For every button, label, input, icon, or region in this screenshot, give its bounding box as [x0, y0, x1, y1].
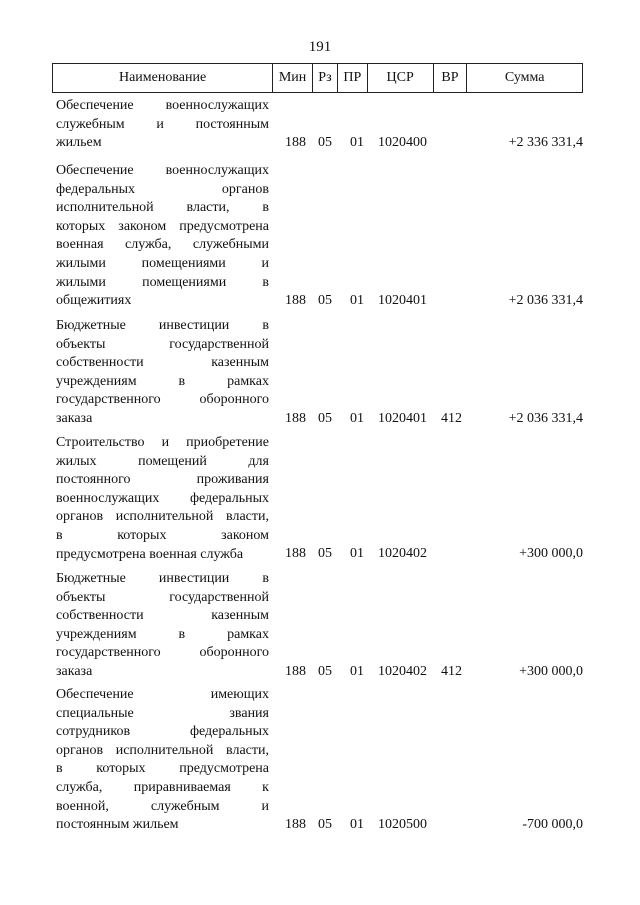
row-sum: +300 000,0 — [519, 546, 583, 562]
row-sum: -700 000,0 — [522, 817, 583, 833]
row-min: 188 — [285, 135, 306, 151]
row-csr: 1020402 — [378, 546, 427, 562]
row-sum: +2 036 331,4 — [508, 293, 583, 309]
row-name-line: служебным и постоянным — [56, 116, 269, 132]
row-name-line: жильем — [56, 135, 102, 151]
header-name: Наименование — [53, 64, 273, 92]
header-rz: Рз — [313, 64, 338, 92]
row-name-line: Бюджетные инвестиции в — [56, 318, 269, 333]
row-name-line: объекты государственной — [56, 336, 269, 352]
table-header — [52, 63, 583, 93]
table-row — [52, 317, 583, 429]
table-row — [52, 434, 583, 564]
row-vr: 412 — [441, 664, 462, 680]
header-pr: ПР — [338, 64, 368, 92]
header-sum: Сумма — [504, 70, 545, 85]
table-row — [52, 162, 583, 311]
row-csr: 1020401 — [378, 411, 427, 427]
row-name-line: предусмотрена военная служба — [56, 546, 244, 562]
row-name-line: объекты государственной — [56, 589, 269, 605]
row-rz: 05 — [318, 293, 332, 309]
row-pr: 01 — [350, 817, 364, 833]
row-min: 188 — [285, 411, 306, 427]
page-number: 191 — [308, 39, 332, 55]
row-name-line: учреждениям в рамках — [56, 373, 269, 389]
table-row — [52, 570, 583, 682]
row-csr: 1020401 — [378, 293, 427, 309]
row-rz: 05 — [318, 664, 332, 680]
header-min: Мин — [273, 64, 313, 92]
row-name-line: постоянного проживания — [56, 472, 269, 488]
row-name-line: федеральных органов — [56, 181, 269, 197]
row-name-line: государственного оборонного — [56, 645, 269, 661]
row-csr: 1020500 — [378, 817, 427, 833]
row-min: 188 — [285, 664, 306, 680]
row-name-line: жилых помещений для — [56, 453, 269, 469]
row-name-line: исполнительной власти, в — [56, 200, 269, 216]
row-name-line: Обеспечение военнослужащих — [56, 163, 269, 178]
row-sum: +300 000,0 — [519, 664, 583, 680]
row-name-line: военнослужащих федеральных — [56, 490, 269, 506]
row-name-line: общежитиях — [56, 293, 132, 309]
row-name-line: собственности казенным — [56, 608, 269, 624]
row-csr: 1020400 — [378, 135, 427, 151]
row-pr: 01 — [350, 664, 364, 680]
header-vr: ВР — [434, 64, 468, 92]
row-name-line: в которых законом — [56, 527, 269, 543]
row-name — [56, 570, 269, 682]
row-name-line: служба, приравниваемая к — [56, 779, 269, 795]
row-name-line: заказа — [56, 410, 93, 426]
row-vr: 412 — [441, 411, 462, 427]
row-min: 188 — [285, 293, 306, 309]
row-name — [56, 317, 269, 429]
row-name-line: жилыми помещениями и — [56, 255, 269, 271]
row-pr: 01 — [350, 293, 364, 309]
row-name-line: постоянным жильем — [56, 817, 179, 833]
row-name-line: которых законом предусмотрена — [56, 218, 269, 234]
row-name-line: органов исполнительной власти, — [56, 509, 269, 525]
row-name-line: жилыми помещениями в — [56, 274, 269, 290]
row-rz: 05 — [318, 411, 332, 427]
row-name — [56, 434, 269, 564]
row-name-line: в которых предусмотрена — [56, 761, 269, 777]
row-name-line: собственности казенным — [56, 355, 269, 371]
row-name — [56, 162, 269, 311]
row-pr: 01 — [350, 411, 364, 427]
row-name-line: военной, служебным и — [56, 798, 269, 814]
row-min: 188 — [285, 546, 306, 562]
row-name-line: Обеспечение имеющих — [56, 687, 269, 702]
row-name-line: военная служба, служебными — [56, 237, 269, 253]
row-sum: +2 036 331,4 — [508, 411, 583, 427]
row-sum: +2 336 331,4 — [508, 135, 583, 151]
row-name-line: сотрудников федеральных — [56, 724, 269, 740]
row-rz: 05 — [318, 817, 332, 833]
row-name-line: Строительство и приобретение — [56, 435, 269, 450]
row-pr: 01 — [350, 135, 364, 151]
row-name-line: Бюджетные инвестиции в — [56, 571, 269, 586]
row-rz: 05 — [318, 135, 332, 151]
row-name — [56, 97, 269, 153]
table-row — [52, 686, 583, 835]
row-rz: 05 — [318, 546, 332, 562]
row-csr: 1020402 — [378, 664, 427, 680]
row-name-line: государственного оборонного — [56, 392, 269, 408]
row-pr: 01 — [350, 546, 364, 562]
row-name — [56, 686, 269, 835]
row-name-line: учреждениям в рамках — [56, 626, 269, 642]
row-min: 188 — [285, 817, 306, 833]
header-csr: ЦСР — [368, 64, 434, 92]
row-name-line: заказа — [56, 663, 93, 679]
row-name-line: Обеспечение военнослужащих — [56, 98, 269, 113]
table-row — [52, 97, 583, 153]
row-name-line: органов исполнительной власти, — [56, 742, 269, 758]
row-name-line: специальные звания — [56, 705, 269, 721]
